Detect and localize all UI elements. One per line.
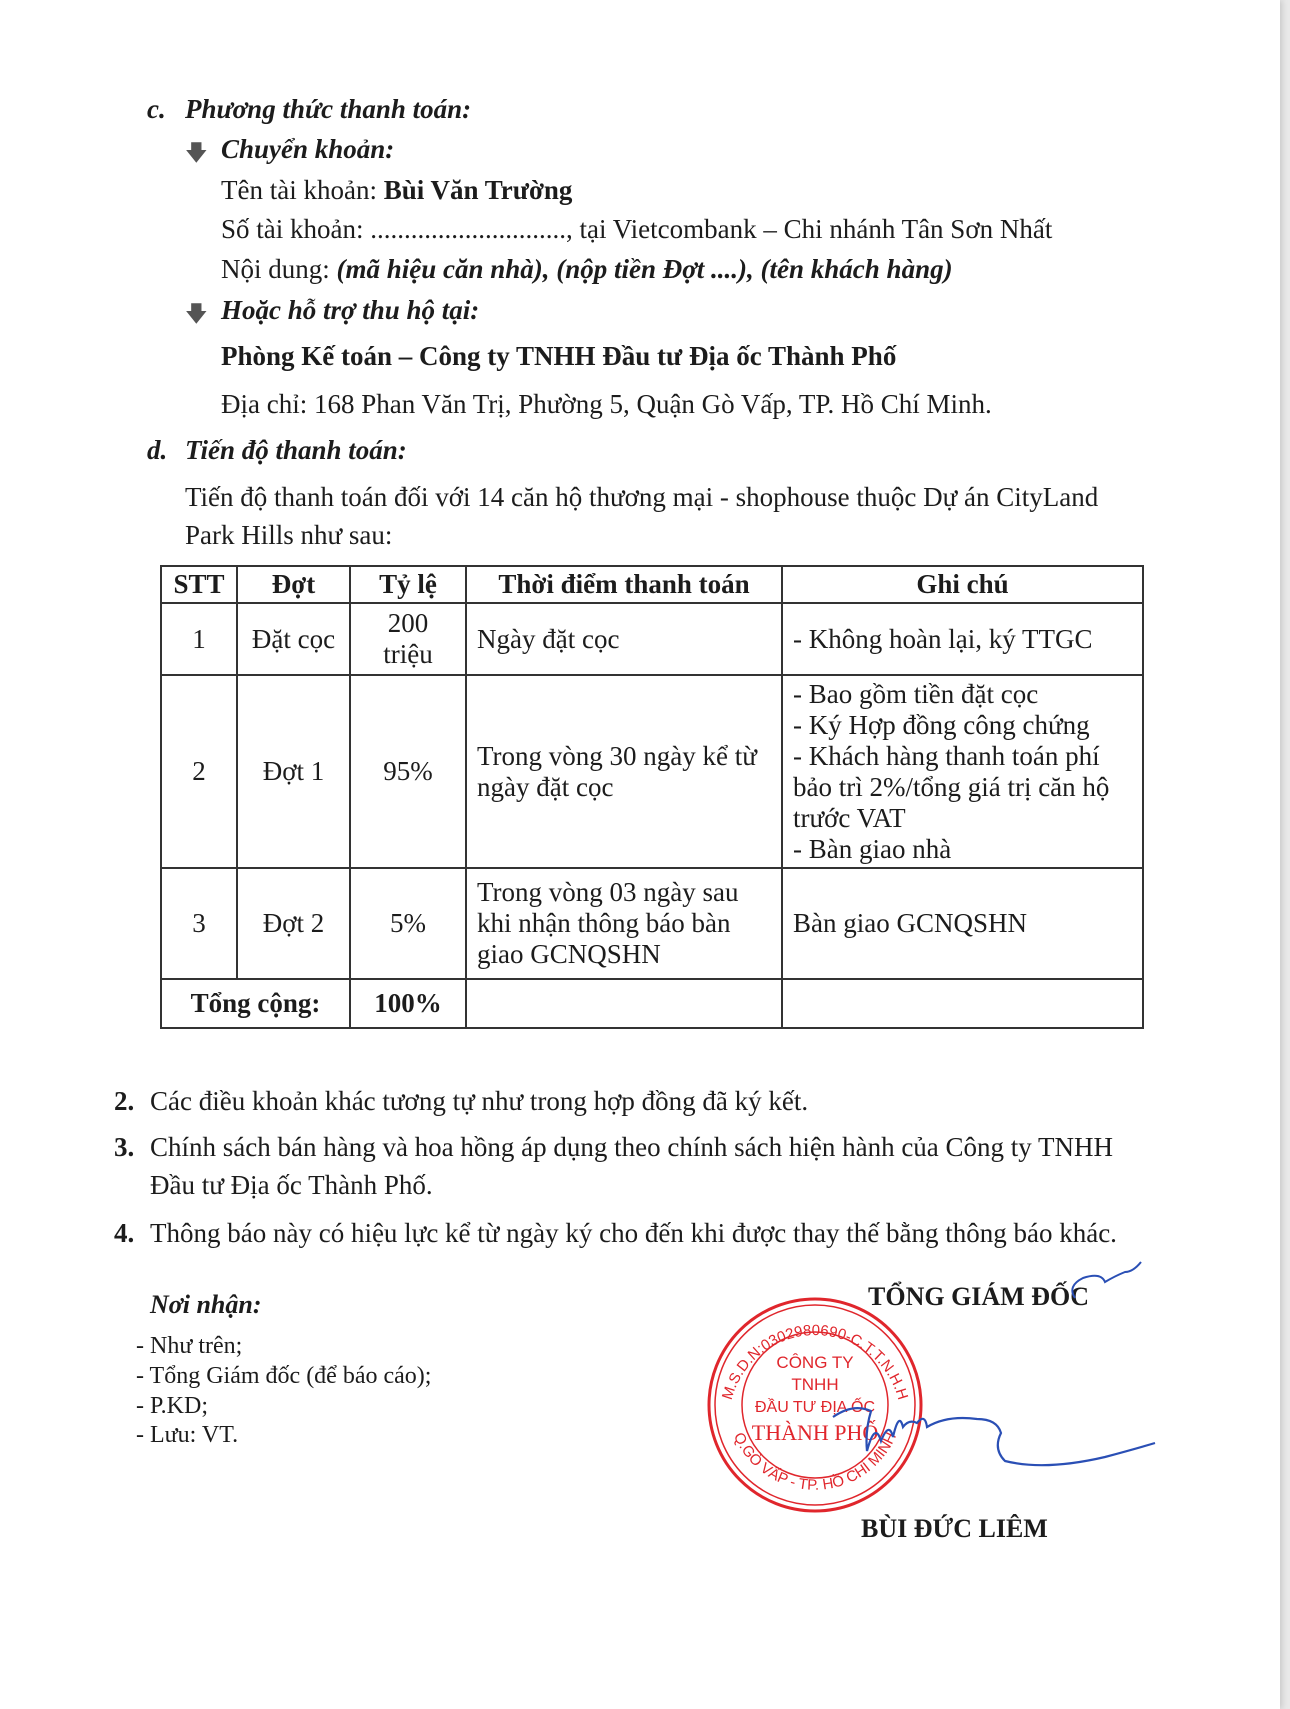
header-ratio: Tỷ lệ <box>350 566 466 603</box>
header-time: Thời điểm thanh toán <box>466 566 782 603</box>
total-label: Tổng cộng: <box>161 979 350 1028</box>
item-text: Thông báo này có hiệu lực kể từ ngày ký cho đến khi được thay thế bằng thông báo khác. <box>150 1218 1117 1248</box>
arrow-bullet-icon: 🡇 <box>185 301 208 326</box>
header-note: Ghi chú <box>782 566 1143 603</box>
stamp-line2: TNHH <box>791 1375 839 1394</box>
signer-name: BÙI ĐỨC LIÊM <box>861 1514 1048 1543</box>
section-d-intro-2: Park Hills như sau: <box>185 520 393 550</box>
cell-ratio: 95% <box>350 675 466 868</box>
table-row <box>161 868 1143 979</box>
table-row <box>161 675 1143 868</box>
account-name-line <box>221 173 572 207</box>
cell-ratio: 5% <box>350 868 466 979</box>
content-label: Nội dung: <box>221 254 337 284</box>
table-total-row <box>161 979 1143 1028</box>
table-row <box>161 603 1143 675</box>
item-number: 3. <box>114 1132 135 1162</box>
header-stt: STT <box>161 566 237 603</box>
payment-schedule-table <box>160 565 1144 1029</box>
item-text: Các điều khoản khác tương tự như trong hợp đồng đã ký kết. <box>150 1086 809 1116</box>
account-name: Bùi Văn Trường <box>383 175 573 205</box>
note-line: - Bàn giao nhà <box>793 833 952 864</box>
cell-stt: 3 <box>161 868 237 979</box>
table-header-row <box>161 566 1143 603</box>
signer-position: TỔNG GIÁM ĐỐC <box>868 1282 1089 1311</box>
note-line: - Bao gồm tiền đặt cọc <box>793 678 1039 709</box>
support-title: Hoặc hỗ trợ thu hộ tại: <box>221 295 480 325</box>
recipient-item: - Lưu: VT. <box>136 1422 239 1448</box>
account-name-label: Tên tài khoản: <box>221 175 384 205</box>
cell-empty <box>466 979 782 1028</box>
stamp-ring-top: M.S.D.N:0302980690-C.T.T.N.H.H <box>718 1322 912 1402</box>
transfer-title: Chuyển khoản: <box>221 134 395 164</box>
recipient-item: - Tổng Giám đốc (để báo cáo); <box>136 1363 432 1389</box>
stamp-line3: ĐẦU TƯ ĐỊA ỐC <box>754 1399 876 1416</box>
note-line: - Khách hàng thanh toán phí bảo trì 2%/tổng giá trị căn hộ trước VAT <box>793 740 1110 833</box>
cell-stt: 1 <box>161 603 237 675</box>
total-value: 100% <box>350 979 466 1028</box>
content-value: (mã hiệu căn nhà), (nộp tiền Đợt ....), (tên khách hàng) <box>336 254 953 284</box>
cell-dot: Đợt 1 <box>237 675 350 868</box>
office-address: Địa chỉ: 168 Phan Văn Trị, Phường 5, Quận Gò Vấp, TP. Hồ Chí Minh. <box>221 389 992 419</box>
cell-dot: Đợt 2 <box>237 868 350 979</box>
recipient-item: - Như trên; <box>136 1333 243 1359</box>
arrow-bullet-icon: 🡇 <box>185 140 208 165</box>
section-c-label: c. <box>147 94 166 124</box>
header-dot: Đợt <box>237 566 350 603</box>
cell-note <box>782 675 1143 868</box>
cell-stt: 2 <box>161 675 237 868</box>
section-c-title: Phương thức thanh toán: <box>185 94 472 124</box>
recipients-title: Nơi nhận: <box>150 1290 262 1319</box>
cell-empty <box>782 979 1143 1028</box>
cell-note: - Không hoàn lại, ký TTGC <box>782 603 1143 675</box>
stamp-ring-bottom: Q.GÒ VẤP - TP. HỒ CHÍ MINH <box>729 1429 901 1494</box>
section-d-title: Tiến độ thanh toán: <box>185 435 407 465</box>
cell-time: Ngày đặt cọc <box>466 603 782 675</box>
section-d-label: d. <box>147 435 168 465</box>
stamp-line1: CÔNG TY <box>776 1353 854 1372</box>
account-number-line: Số tài khoản: ............................., tại Vietcombank – Chi nhánh Tân Sơn Nhất <box>221 214 1053 244</box>
item-text: Đầu tư Địa ốc Thành Phố. <box>150 1170 433 1200</box>
stamp-line4: THÀNH PHỐ <box>751 1420 879 1445</box>
note-line: - Ký Hợp đồng công chứng <box>793 709 1090 740</box>
section-d-intro-1: Tiến độ thanh toán đối với 14 căn hộ thương mại - shophouse thuộc Dự án CityLand <box>185 482 1099 512</box>
cell-ratio: 200 triệu <box>350 603 466 675</box>
office-name: Phòng Kế toán – Công ty TNHH Đầu tư Địa ốc Thành Phố <box>221 341 897 371</box>
item-number: 2. <box>114 1086 135 1116</box>
cell-note: Bàn giao GCNQSHN <box>782 868 1143 979</box>
item-text: Chính sách bán hàng và hoa hồng áp dụng theo chính sách hiện hành của Công ty TNHH <box>150 1132 1114 1162</box>
cell-time: Trong vòng 03 ngày sau khi nhận thông báo bàn giao GCNQSHN <box>466 868 782 979</box>
recipient-item: - P.KD; <box>136 1393 209 1419</box>
cell-time: Trong vòng 30 ngày kể từ ngày đặt cọc <box>466 675 782 868</box>
company-stamp <box>700 1290 930 1520</box>
item-number: 4. <box>114 1218 135 1248</box>
cell-dot: Đặt cọc <box>237 603 350 675</box>
transfer-content-line <box>221 252 953 286</box>
